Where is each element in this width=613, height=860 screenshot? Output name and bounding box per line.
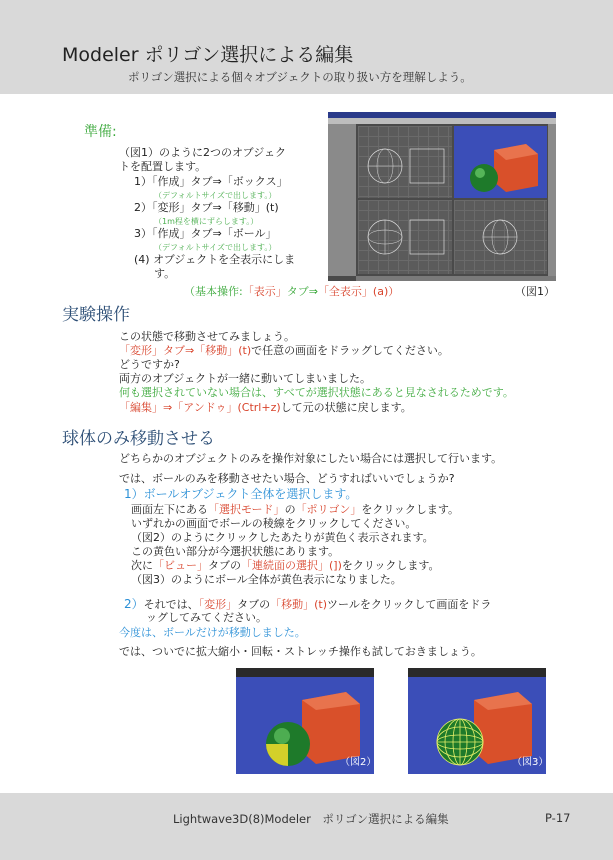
viewport-top: [358, 126, 452, 198]
viewport-front: [358, 200, 452, 274]
experiment-line: 「変形」タブ⇒「移動」(t)で任意の画面をドラッグしてください。: [119, 344, 449, 357]
menu-bar: [328, 118, 556, 124]
page-subtitle: ポリゴン選択による個々オブジェクトの取り扱い方を理解しよう。: [128, 70, 472, 84]
figure-2-caption: （図2）: [340, 757, 377, 768]
sphere-step-1-line: いずれかの画面でボールの稜線をクリックしてください。: [131, 517, 417, 530]
sphere-result: 今度は、ボールだけが移動しました。: [119, 626, 306, 639]
prep-heading: 準備:: [84, 124, 117, 140]
experiment-line: どうですか?: [119, 358, 180, 371]
footer-title: Lightwave3D(8)Modeler ポリゴン選択による編集: [173, 812, 449, 826]
sphere-step-1: 1）ボールオブジェクト全体を選択します。: [124, 487, 358, 501]
page-number: P-17: [545, 811, 571, 825]
sphere-step-2-cont: ッグしてみてください。: [146, 611, 267, 624]
prep-line: トを配置します。: [119, 160, 207, 173]
experiment-line: この状態で移動させてみましょう。: [119, 330, 295, 343]
experiment-explanation: 何も選択されていない場合は、すべてが選択状態にあると見なされるためです。: [119, 386, 514, 399]
prep-step-4-cont: す。: [154, 267, 176, 280]
prep-step-4: (4) オブジェクトを全表示にしま: [134, 253, 296, 266]
prep-step-2: 2）「変形」タブ⇒「移動」(t): [134, 201, 279, 214]
prep-step-3: 3）「作成」タブ⇒「ボール」: [134, 227, 277, 240]
sphere-step-1-line: （図2）のようにクリックしたあたりが黄色く表示されます。: [131, 531, 434, 544]
experiment-line: 「編集」⇒「アンドゥ」(Ctrl+z)して元の状態に戻します。: [119, 401, 412, 414]
prep-step-3-note: （デフォルトサイズで出します。）: [154, 243, 277, 252]
figure-1-screenshot: [328, 112, 556, 281]
sphere-heading: 球体のみ移動させる: [62, 429, 215, 449]
sphere-step-1-line: 次に「ビュー」タブの「連続面の選択」(])をクリックします。: [131, 559, 440, 572]
viewport-side: [454, 200, 547, 274]
page-title: Modeler ポリゴン選択による編集: [62, 44, 354, 66]
prep-step-1-note: （デフォルトサイズで出します。）: [154, 191, 277, 200]
basic-operation-note: （基本操作:「表示」タブ⇒「全表示」(a)）: [184, 285, 400, 298]
prep-step-1: 1）「作成」タブ⇒「ボックス」: [134, 175, 288, 188]
tool-sidebar: [328, 124, 356, 276]
sphere-step-1-line: （図3）のようにボール全体が黄色表示になりました。: [131, 573, 402, 586]
status-bar: [356, 276, 556, 281]
right-sidebar: [548, 124, 556, 276]
experiment-heading: 実験操作: [62, 305, 130, 325]
figure-1-caption: （図1）: [515, 285, 555, 298]
experiment-line: 両方のオブジェクトが一緒に動いてしまいました。: [119, 372, 372, 385]
sphere-step-1-line: この黄色い部分が今選択状態にあります。: [131, 545, 340, 558]
prep-line: （図1）のように2つのオブジェク: [119, 146, 287, 159]
sphere-step-2: 2）それでは、「変形」タブの「移動」(t)ツールをクリックして画面をドラ: [124, 597, 492, 611]
sphere-last-line: では、ついでに拡大縮小・回転・ストレッチ操作も試しておきましょう。: [119, 645, 482, 658]
sphere-paragraph: どちらかのオブジェクトのみを操作対象にしたい場合には選択して行います。: [119, 452, 503, 465]
viewport-perspective: [454, 126, 547, 198]
sphere-paragraph: では、ボールのみを移動させたい場合、どうすればいいでしょうか?: [119, 472, 455, 485]
sphere-step-1-line: 画面左下にある「選択モード」の「ポリゴン」をクリックします。: [131, 503, 460, 516]
prep-step-2-note: （1m程を横にずらします。）: [154, 217, 259, 226]
figure-3-caption: （図3）: [512, 757, 549, 768]
